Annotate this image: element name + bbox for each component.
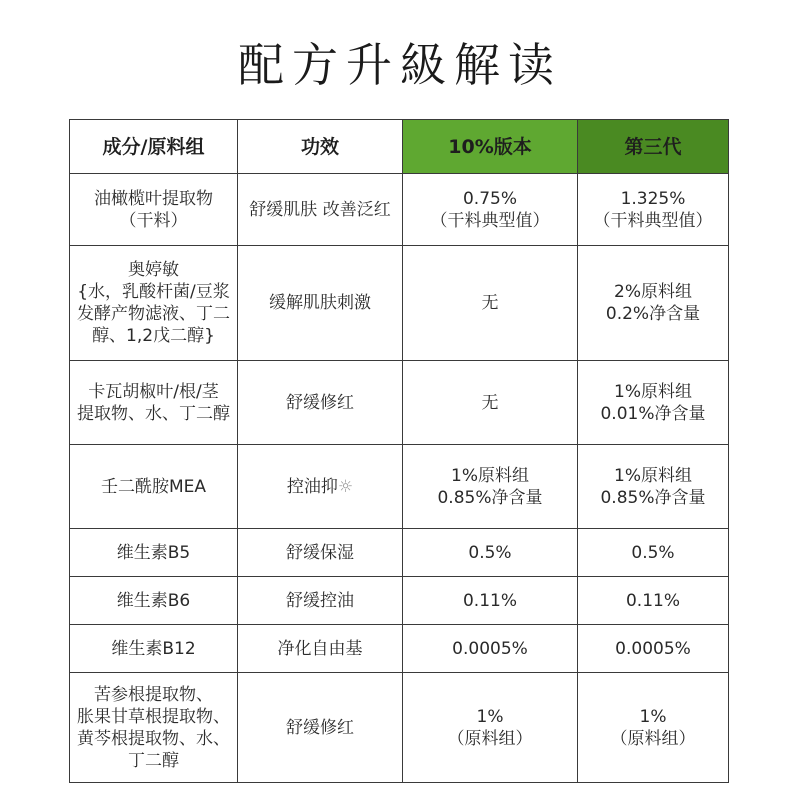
gen3-line: 0.11% [625,590,680,611]
header-ingredient: 成分/原料组 [70,120,238,174]
v10-cell [403,445,578,529]
gen3-cell [578,174,729,246]
gen3-line: 0.01%净含量 [600,403,706,424]
gen3-line: 0.2%净含量 [605,304,701,324]
effect-cell [238,529,403,577]
v10-cell [403,246,578,361]
header-version-10: 10%版本 [403,120,578,174]
v10-cell [403,673,578,783]
table-row [70,174,729,246]
ingredient-cell [70,577,238,625]
v10-cell [403,529,578,577]
ingredient-cell [70,673,238,783]
gen3-cell [578,625,729,673]
v10-line: 0.75% [462,188,517,209]
gen3-line: 1%原料组 [614,465,692,486]
v10-cell [403,625,578,673]
missing-glyph-icon: ☼ [337,476,354,497]
effect-cell [238,625,403,673]
ingredient-line: 丁二醇 [128,750,179,771]
effect-line: 控油抑 [286,476,338,497]
gen3-line: 0.5% [631,542,675,563]
ingredient-line: 维生素B6 [116,590,191,611]
gen3-line: 0.0005% [615,638,691,659]
v10-line: 无 [481,293,499,313]
effect-line: 缓解肌肤刺激 [269,293,371,313]
v10-cell [403,361,578,445]
header-effect: 功效 [238,120,403,174]
gen3-line: 1% [639,706,667,727]
table-row [70,625,729,673]
v10-cell [403,174,578,246]
gen3-cell [578,246,729,361]
table-row [70,361,729,445]
v10-line: （原料组） [447,728,533,749]
gen3-line: （干料典型值） [593,210,713,231]
ingredient-cell [70,529,238,577]
gen3-line: （原料组） [610,728,696,749]
gen3-cell [578,529,729,577]
v10-cell [403,577,578,625]
effect-cell [238,577,403,625]
v10-line: 0.0005% [452,638,528,659]
ingredient-line: 胀果甘草根提取物、 [77,706,230,727]
gen3-cell [578,445,729,529]
ingredient-line: 苦参根提取物、 [94,684,213,705]
gen3-cell [578,577,729,625]
table-row [70,577,729,625]
effect-cell [238,246,403,361]
ingredient-line: {水，乳酸杆菌/豆浆 [77,282,230,302]
ingredient-line: 维生素B5 [116,542,191,563]
ingredient-line: 维生素B12 [111,638,196,659]
effect-line: 净化自由基 [277,638,363,659]
page-title: 配方升級解读 [238,38,562,92]
gen3-cell [578,673,729,783]
ingredient-line: 醇、1,2戊二醇} [92,326,215,346]
ingredient-cell [70,174,238,246]
ingredient-line: 黄芩根提取物、水、 [77,728,230,749]
ingredient-line: 发酵产物滤液、丁二 [77,304,230,324]
table-header-row [70,120,729,174]
effect-line: 舒缓肌肤 改善泛红 [249,199,391,220]
v10-line: 1% [476,706,504,727]
table-row [70,445,729,529]
effect-cell [238,174,403,246]
effect-line: 舒缓修红 [286,392,354,413]
effect-line: 舒缓修红 [286,717,354,738]
ingredient-cell [70,445,238,529]
gen3-line: 1%原料组 [614,381,692,402]
ingredient-line: 油橄榄叶提取物 [94,188,213,209]
effect-cell [238,673,403,783]
v10-line: 0.5% [468,542,512,563]
ingredient-line: （干料） [119,210,188,231]
v10-line: 1%原料组 [451,465,529,486]
ingredient-line: 卡瓦胡椒叶/根/茎 [88,381,219,402]
effect-cell [238,361,403,445]
ingredient-cell [70,361,238,445]
ingredient-cell [70,625,238,673]
effect-cell [238,445,403,529]
gen3-line: 0.85%净含量 [600,487,706,508]
gen3-line: 1.325% [620,188,686,209]
gen3-cell [578,361,729,445]
ingredient-cell [70,246,238,361]
formula-comparison-table [69,119,729,783]
v10-line: （干料典型值） [430,210,550,231]
ingredient-line: 壬二酰胺MEA [100,476,207,497]
table-row [70,246,729,361]
table-row [70,673,729,783]
effect-line: 舒缓保湿 [286,542,354,563]
effect-line: 舒缓控油 [286,590,354,611]
header-third-generation: 第三代 [578,120,729,174]
v10-line: 无 [481,392,499,413]
ingredient-line: 提取物、水、丁二醇 [77,403,230,424]
table-row [70,529,729,577]
gen3-line: 2%原料组 [614,282,692,302]
v10-line: 0.85%净含量 [437,487,543,508]
effect-line-wrap [240,476,400,498]
ingredient-line: 奥婷敏 [128,260,179,280]
v10-line: 0.11% [462,590,517,611]
